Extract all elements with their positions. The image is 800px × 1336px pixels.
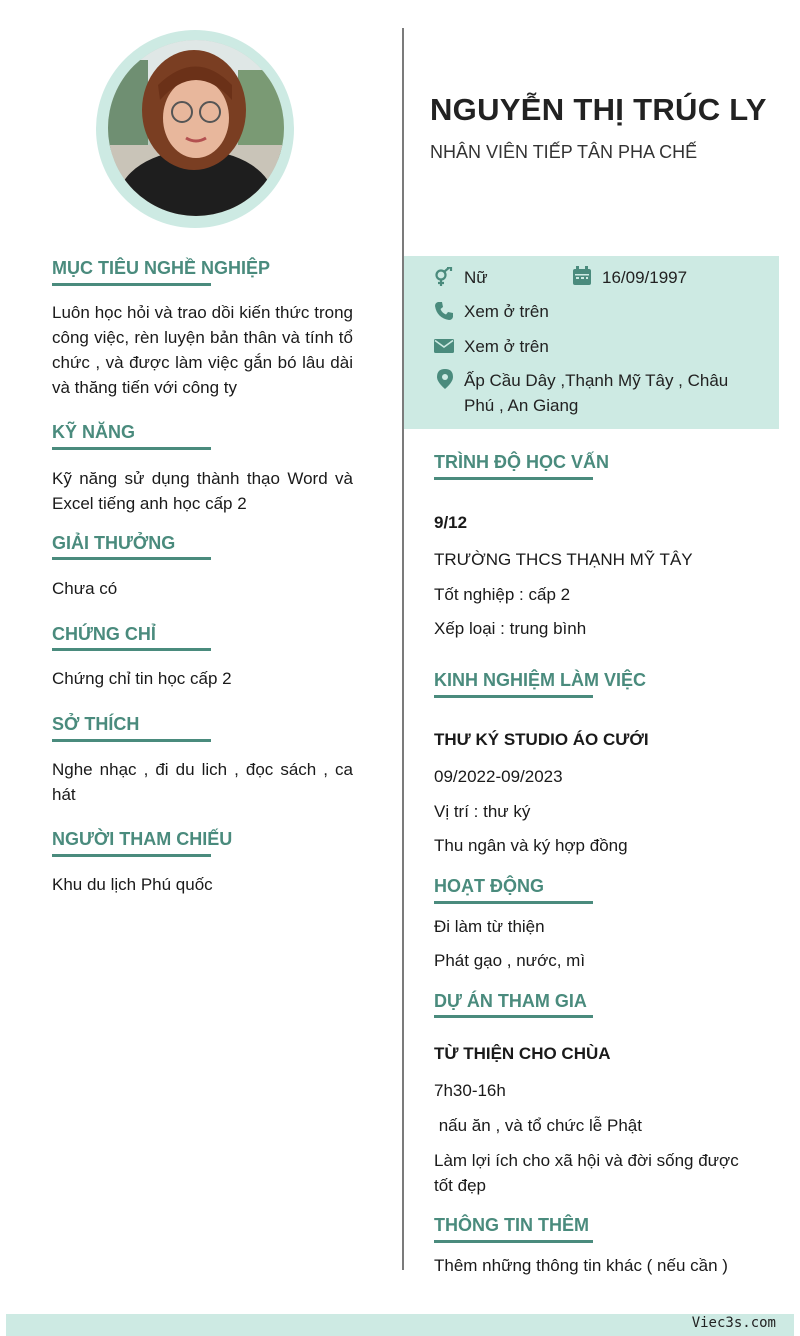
- section-underline: [52, 557, 211, 560]
- column-divider: [402, 28, 404, 1270]
- experience-company: THƯ KÝ STUDIO ÁO CƯỚI: [434, 730, 649, 749]
- project-description: nấu ăn , và tổ chức lễ Phật: [434, 1116, 642, 1135]
- experience-position: Vị trí : thư ký: [434, 802, 531, 821]
- objective-text: Luôn học hỏi và trao dồi kiến thức trong công việc, rèn luyện bản thân và tính tổ chức , và được làm việc gắn bó lâu dài và thăng tiến với công ty: [52, 303, 353, 397]
- footer-bar: [6, 1314, 794, 1336]
- experience-period: 09/2022-09/2023: [434, 767, 563, 786]
- section-underline: [52, 854, 211, 857]
- email-icon: [434, 336, 454, 356]
- section-title-references: NGƯỜI THAM CHIẾU: [52, 829, 233, 849]
- gender-icon: [434, 267, 454, 287]
- section-underline: [434, 1240, 593, 1243]
- section-underline: [52, 739, 211, 742]
- awards-text: Chưa có: [52, 579, 118, 598]
- section-underline: [434, 901, 593, 904]
- experience-duty: Thu ngân và ký hợp đồng: [434, 836, 628, 855]
- section-title-awards: GIẢI THƯỞNG: [52, 533, 176, 553]
- section-title-activities: HOẠT ĐỘNG: [434, 876, 544, 896]
- gender-value: Nữ: [464, 268, 488, 287]
- section-title-projects: DỰ ÁN THAM GIA: [434, 991, 587, 1011]
- section-title-education: TRÌNH ĐỘ HỌC VẤN: [434, 452, 609, 472]
- email-value[interactable]: Xem ở trên: [464, 337, 549, 356]
- more-info-text: Thêm những thông tin khác ( nếu cần ): [434, 1256, 728, 1275]
- project-time: 7h30-16h: [434, 1081, 506, 1100]
- section-underline: [52, 648, 211, 651]
- phone-value[interactable]: Xem ở trên: [464, 302, 549, 321]
- education-ranking: Xếp loại : trung bình: [434, 619, 587, 638]
- candidate-name: NGUYỄN THỊ TRÚC LY: [430, 92, 767, 127]
- location-icon: [435, 369, 455, 389]
- section-underline: [52, 447, 211, 450]
- section-title-experience: KINH NGHIỆM LÀM VIỆC: [434, 670, 647, 690]
- section-title-more-info: THÔNG TIN THÊM: [434, 1215, 589, 1235]
- section-title-skills: KỸ NĂNG: [52, 422, 136, 442]
- project-benefit: Làm lợi ích cho xã hội và đời sống được tốt đẹp: [434, 1151, 739, 1195]
- section-title-certificates: CHỨNG CHỈ: [52, 624, 156, 644]
- footer-brand[interactable]: Viec3s.com: [691, 1315, 776, 1331]
- avatar: [108, 40, 284, 216]
- address-value: Ấp Cầu Dây ,Thạnh Mỹ Tây , Châu Phú , An Giang: [464, 371, 729, 415]
- activities-line-1: Đi làm từ thiện: [434, 917, 545, 936]
- references-text: Khu du lịch Phú quốc: [52, 875, 213, 894]
- certificates-text: Chứng chỉ tin học cấp 2: [52, 669, 232, 688]
- contact-panel: [404, 256, 779, 429]
- section-underline: [52, 283, 211, 286]
- calendar-icon: [572, 266, 592, 286]
- phone-icon: [434, 301, 454, 321]
- education-graduation: Tốt nghiệp : cấp 2: [434, 585, 571, 604]
- skills-text: Kỹ năng sử dụng thành thạo Word và Excel tiếng anh học cấp 2: [52, 469, 353, 513]
- section-title-hobbies: SỞ THÍCH: [52, 714, 140, 734]
- birthday-value: 16/09/1997: [602, 268, 688, 287]
- job-title: NHÂN VIÊN TIẾP TÂN PHA CHẾ: [430, 142, 698, 162]
- education-grade: 9/12: [434, 513, 468, 532]
- section-underline: [434, 1015, 593, 1018]
- hobbies-text: Nghe nhạc , đi du lich , đọc sách , ca hát: [52, 760, 353, 804]
- section-title-objective: MỤC TIÊU NGHỀ NGHIỆP: [52, 258, 271, 278]
- section-underline: [434, 477, 593, 480]
- education-school: TRƯỜNG THCS THẠNH MỸ TÂY: [434, 550, 693, 569]
- project-name: TỪ THIỆN CHO CHÙA: [434, 1044, 611, 1063]
- section-underline: [434, 695, 593, 698]
- activities-line-2: Phát gạo , nước, mì: [434, 951, 586, 970]
